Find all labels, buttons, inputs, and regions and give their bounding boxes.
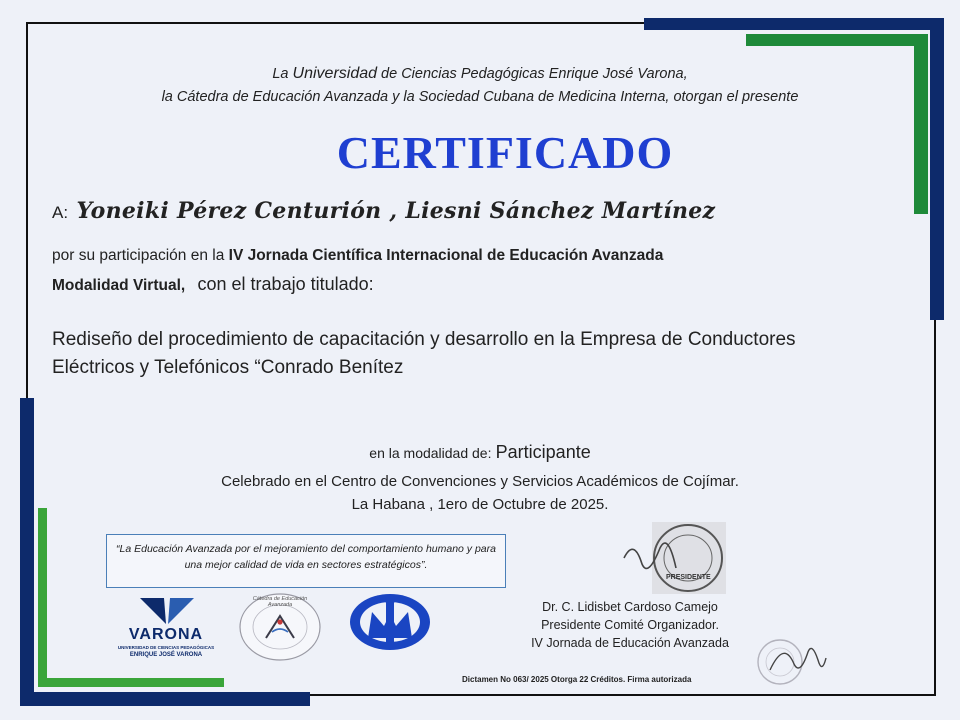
medical-society-icon bbox=[348, 592, 432, 652]
stamp-text: PRESIDENTE bbox=[666, 574, 711, 581]
modality-value: Participante bbox=[495, 442, 591, 462]
motto-box: “La Educación Avanzada por el mejoramiento del comportamiento humano y para una mejor calidad de vida en sectores estratégicos”. bbox=[106, 534, 506, 588]
varona-sub-1: UNIVERSIDAD DE CIENCIAS PEDAGÓGICAS bbox=[117, 645, 215, 650]
varona-sub-2: ENRIQUE JOSÉ VARONA bbox=[129, 652, 203, 658]
signatory-role: Presidente Comité Organizador. bbox=[541, 618, 719, 632]
corner-bar-green-top bbox=[746, 34, 928, 46]
modality-line bbox=[120, 442, 840, 463]
intro-line-1 bbox=[60, 62, 900, 86]
corner-bar-green-left bbox=[38, 508, 47, 686]
corner-bar-navy-top bbox=[644, 18, 944, 30]
dictamen-note: Dictamen No 063/ 2025 Otorga 22 Créditos. Firma autorizada bbox=[462, 675, 692, 684]
intro-suffix: de Ciencias Pedagógicas Enrique José Varona, bbox=[381, 66, 688, 82]
recipient-label: A: bbox=[52, 203, 69, 222]
recipient-names: Yoneiki Pérez Centurión , Liesni Sánchez Martínez bbox=[76, 198, 716, 224]
varona-logo bbox=[110, 592, 222, 662]
varona-name: VARONA bbox=[128, 626, 204, 643]
participation-line-2 bbox=[52, 270, 812, 300]
date-line: La Habana , 1ero de Octubre de 2025. bbox=[351, 496, 609, 513]
work-title: Rediseño del procedimiento de capacitación y desarrollo en la Empresa de Conductores Eléctricos y Telefónicos “Conrado Benítez bbox=[52, 329, 796, 378]
signatory-name: Dr. C. Lidisbet Cardoso Camejo bbox=[542, 600, 718, 614]
socumi-logo bbox=[348, 592, 432, 652]
event-name: IV Jornada Científica Internacional de Educación Avanzada bbox=[228, 247, 664, 264]
certificate-title: CERTIFICADO bbox=[336, 127, 674, 178]
recipient-line bbox=[52, 198, 715, 224]
corner-bar-navy-bottom bbox=[20, 692, 310, 706]
intro-prefix: La bbox=[272, 66, 289, 82]
corner-bar-navy-left bbox=[20, 398, 34, 706]
intro-university: Universidad bbox=[292, 65, 378, 82]
signature-icon bbox=[754, 630, 834, 692]
corner-bar-green-bottom bbox=[38, 678, 224, 687]
signatory-event: IV Jornada de Educación Avanzada bbox=[531, 636, 729, 650]
catedra-logo bbox=[236, 592, 324, 662]
participation-suffix: con el trabajo titulado: bbox=[197, 274, 374, 294]
modality-label: en la modalidad de: bbox=[369, 445, 492, 461]
venue-line: Celebrado en el Centro de Convenciones y Servicios Académicos de Cojímar. bbox=[221, 473, 739, 490]
intro-line-2: la Cátedra de Educación Avanzada y la Sociedad Cubana de Medicina Interna, otorgan el presente bbox=[161, 89, 799, 105]
corner-bar-green-right bbox=[914, 34, 928, 214]
presidential-stamp bbox=[620, 518, 730, 598]
catedra-text: Cátedra de Educación Avanzada bbox=[252, 596, 308, 608]
participation-prefix: por su participación en la bbox=[52, 247, 225, 264]
participation-line-1 bbox=[52, 242, 812, 270]
stamp-seal-icon bbox=[620, 518, 730, 598]
event-modality: Modalidad Virtual, bbox=[52, 277, 186, 294]
corner-bar-navy-right bbox=[930, 18, 944, 320]
signature-seal bbox=[754, 630, 834, 692]
